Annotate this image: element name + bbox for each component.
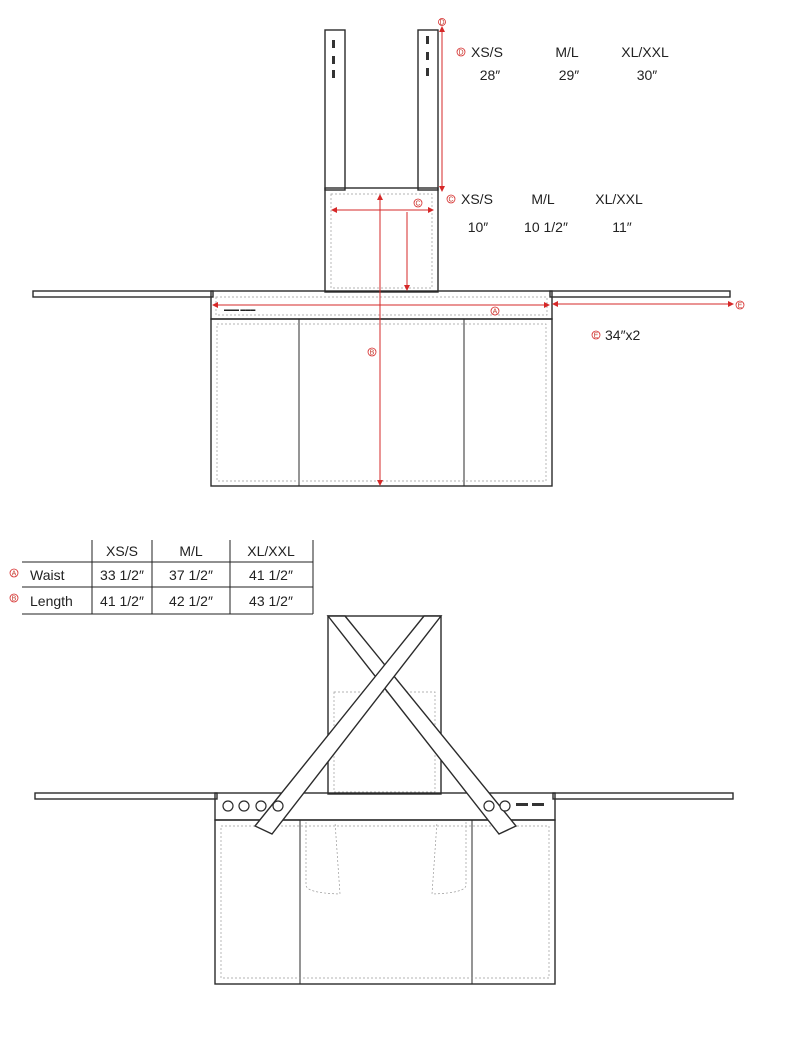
skirt-stitching bbox=[217, 324, 546, 481]
straps-size-xs-s: XS/S bbox=[471, 44, 503, 60]
rivet-icon bbox=[532, 803, 544, 806]
apron-front-measured bbox=[33, 19, 744, 487]
marker-d-line-text: D bbox=[439, 19, 445, 27]
back-right-tie bbox=[553, 793, 733, 799]
straps-value-xs-s: 28″ bbox=[479, 67, 501, 83]
back-left-tie bbox=[35, 793, 217, 799]
bib-value-xs-s: 10″ bbox=[467, 219, 489, 235]
bib-size-m-l: M/L bbox=[531, 191, 555, 207]
grommet-row-left bbox=[223, 801, 283, 811]
grommet-icon bbox=[223, 801, 233, 811]
marker-a-line-text: A bbox=[492, 308, 498, 316]
table-cell-waist-xl-xxl: 41 1/2″ bbox=[249, 567, 293, 583]
size-table bbox=[10, 540, 313, 614]
bib-size-xs-s: XS/S bbox=[461, 191, 493, 207]
pocket-curve-right bbox=[432, 822, 466, 894]
table-cell-length-m-l: 42 1/2″ bbox=[169, 593, 213, 609]
straps-value-m-l: 29″ bbox=[558, 67, 580, 83]
svg-text:B: B bbox=[11, 595, 17, 603]
grommet-icon bbox=[484, 801, 494, 811]
grommet-icon bbox=[256, 801, 266, 811]
marker-b-line-text: B bbox=[369, 349, 375, 357]
table-row-label-length: Length bbox=[30, 593, 73, 609]
waistband-stitching bbox=[216, 297, 547, 315]
waistband-tag-left: ▬▬▬ ▬▬▬ bbox=[224, 307, 256, 313]
left-strap bbox=[325, 30, 345, 190]
rivet-icon bbox=[516, 803, 528, 806]
table-cell-length-xs-s: 41 1/2″ bbox=[100, 593, 144, 609]
straps-size-xl-xxl: XL/XXL bbox=[621, 44, 669, 60]
apron-back-crossed bbox=[35, 616, 733, 984]
svg-text:D: D bbox=[458, 49, 464, 57]
tie-size-label bbox=[592, 327, 641, 343]
bib bbox=[325, 188, 438, 292]
bib-size-xl-xxl: XL/XXL bbox=[595, 191, 643, 207]
right-tie bbox=[550, 291, 730, 297]
tie-length-value: 34″x2 bbox=[605, 327, 641, 343]
pocket-curve-left bbox=[306, 822, 340, 894]
marker-e-line-text: E bbox=[737, 302, 743, 310]
bib-size-labels bbox=[447, 191, 643, 235]
grommet-icon bbox=[273, 801, 283, 811]
bib-value-m-l: 10 1/2″ bbox=[524, 219, 568, 235]
left-tie bbox=[33, 291, 213, 297]
marker-c-line-text: C bbox=[415, 200, 421, 208]
skirt bbox=[211, 319, 552, 486]
back-skirt bbox=[215, 820, 555, 984]
grommet-row-right bbox=[484, 801, 544, 811]
grommet-icon bbox=[500, 801, 510, 811]
table-row-label-waist: Waist bbox=[30, 567, 65, 583]
straps-size-m-l: M/L bbox=[555, 44, 579, 60]
table-cell-length-xl-xxl: 43 1/2″ bbox=[249, 593, 293, 609]
table-header-xs-s: XS/S bbox=[106, 543, 138, 559]
bib-value-xl-xxl: 11″ bbox=[612, 219, 632, 235]
table-header-m-l: M/L bbox=[179, 543, 203, 559]
back-skirt-stitching bbox=[221, 826, 549, 978]
strap-studs bbox=[332, 36, 429, 78]
svg-text:E: E bbox=[593, 332, 599, 340]
svg-text:C: C bbox=[448, 196, 454, 204]
table-header-xl-xxl: XL/XXL bbox=[247, 543, 295, 559]
table-cell-waist-xs-s: 33 1/2″ bbox=[100, 567, 144, 583]
straps-value-xl-xxl: 30″ bbox=[636, 67, 658, 83]
svg-text:A: A bbox=[11, 570, 17, 578]
back-bib bbox=[328, 616, 441, 794]
grommet-icon bbox=[239, 801, 249, 811]
straps-size-labels bbox=[457, 44, 669, 83]
bib-stitching bbox=[331, 194, 432, 288]
table-cell-waist-m-l: 37 1/2″ bbox=[169, 567, 213, 583]
